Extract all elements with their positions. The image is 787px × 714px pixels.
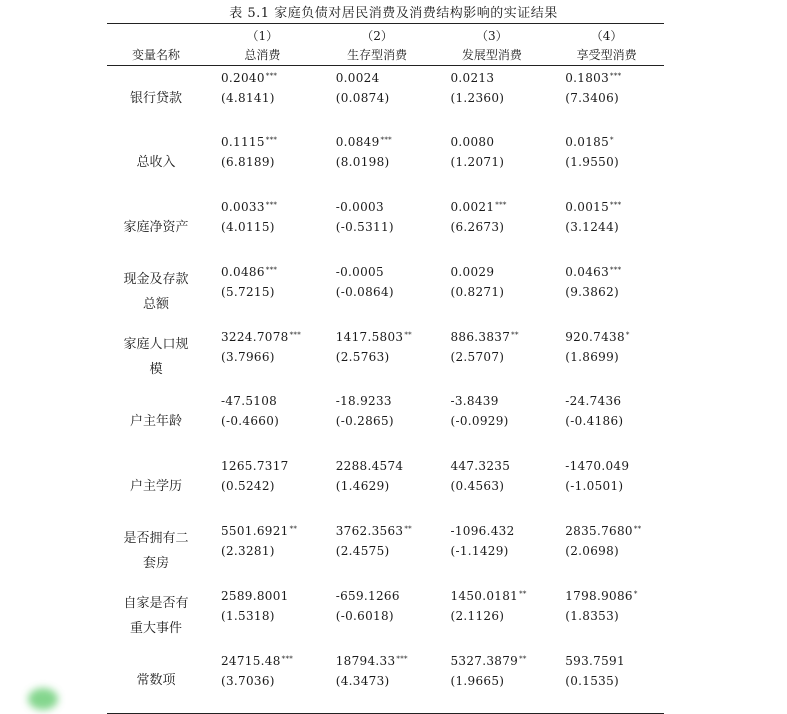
estimate-cell — [205, 649, 320, 714]
t-statistic: (3.1244) — [565, 220, 620, 235]
t-statistic: (-0.0864) — [335, 284, 394, 299]
coefficient-value: -47.5108 — [221, 394, 278, 409]
estimate-cell — [549, 260, 664, 325]
significance-stars: ** — [289, 525, 298, 534]
col-3-name: 发展型消费 — [435, 44, 550, 66]
estimate-cell — [205, 389, 320, 454]
coefficient — [565, 132, 664, 152]
estimate-cell — [549, 454, 664, 519]
table-row — [107, 130, 664, 195]
t-statistic: (3.7966) — [221, 349, 275, 364]
coefficient — [221, 327, 320, 347]
estimate-cell — [549, 130, 664, 195]
significance-stars: *** — [265, 265, 278, 274]
estimate-cell — [205, 130, 320, 195]
coefficient — [336, 262, 435, 282]
col-4-name: 享受型消费 — [549, 44, 664, 66]
t-statistic: (8.0198) — [335, 155, 390, 170]
estimate-cell — [205, 454, 320, 519]
coefficient-value: 593.7591 — [565, 653, 625, 668]
coefficient — [451, 521, 550, 541]
estimate-cell — [320, 454, 435, 519]
coefficient — [565, 327, 664, 347]
coefficient-value: 5501.6921 — [221, 524, 289, 539]
t-statistic: (1.9665) — [450, 673, 505, 688]
coefficient — [221, 132, 320, 152]
table-row — [107, 519, 664, 584]
coefficient-value: 5327.3879 — [450, 653, 519, 668]
estimate-cell — [549, 325, 664, 390]
variable-name-line: 总收入 — [136, 155, 176, 171]
coefficient-value: 3762.3563 — [335, 524, 404, 539]
coefficient — [221, 197, 320, 217]
estimate-cell — [205, 325, 320, 390]
table-row — [107, 260, 664, 325]
significance-stars: ** — [519, 654, 527, 663]
coefficient — [221, 456, 320, 476]
coefficient — [565, 262, 664, 282]
estimate-cell — [205, 66, 320, 131]
variable-name-line: 家庭净资产 — [123, 219, 189, 235]
coefficient-value: 2288.4574 — [335, 459, 404, 474]
variable-name-line: 套房 — [142, 556, 169, 572]
t-statistic: (0.1535) — [565, 673, 620, 688]
t-statistic: (4.0115) — [221, 220, 275, 235]
estimate-cell — [320, 584, 435, 649]
estimate-cell — [205, 260, 320, 325]
coefficient — [221, 521, 320, 541]
t-statistic: (1.2360) — [450, 91, 505, 105]
coefficient-value: 0.0486 — [221, 264, 265, 279]
variable-name — [107, 454, 205, 519]
coefficient-value: 0.1115 — [221, 135, 265, 150]
estimate-cell — [320, 195, 435, 260]
coefficient — [451, 651, 550, 671]
coefficient-value: 1265.7317 — [221, 459, 289, 474]
coefficient — [336, 197, 435, 217]
variable-name — [107, 389, 205, 454]
estimate-cell — [549, 584, 664, 649]
variable-name-line: 家庭人口规 — [123, 337, 189, 353]
coefficient-value: -0.0005 — [335, 264, 384, 279]
table-row — [107, 584, 664, 649]
variable-name-line: 总额 — [142, 297, 169, 313]
t-statistic: (1.2071) — [450, 155, 505, 170]
variable-name — [107, 130, 205, 195]
coefficient — [221, 586, 320, 606]
estimate-cell — [320, 649, 435, 714]
variable-name-line: 重大事件 — [129, 621, 182, 637]
estimate-cell — [435, 130, 550, 195]
t-statistic: (-0.4660) — [221, 414, 280, 429]
t-statistic: (0.5242) — [221, 479, 275, 494]
coefficient-value: 3224.7078 — [221, 329, 289, 344]
coefficient-value: 1450.0181 — [450, 588, 519, 603]
col-2-name: 生存型消费 — [320, 44, 435, 66]
t-statistic: (6.2673) — [450, 220, 505, 235]
estimate-cell — [435, 519, 550, 584]
significance-stars: *** — [396, 654, 408, 663]
coefficient — [451, 262, 550, 282]
t-statistic: (-0.5311) — [335, 220, 394, 235]
estimate-cell — [320, 66, 435, 131]
estimate-cell — [435, 649, 550, 714]
variable-name-header: 变量名称 — [107, 44, 205, 66]
estimate-cell — [320, 325, 435, 390]
green-corner-blob — [28, 688, 58, 710]
variable-name-line: 户主年龄 — [129, 414, 182, 430]
table-header — [107, 24, 664, 66]
t-statistic: (1.5318) — [221, 608, 275, 623]
table-caption: 表 5.1 家庭负债对居民消费及消费结构影响的实证结果 — [229, 6, 558, 21]
variable-name-line: 模 — [149, 362, 163, 378]
significance-stars: *** — [289, 330, 301, 339]
estimate-cell — [549, 649, 664, 714]
table-row — [107, 195, 664, 260]
coefficient — [336, 68, 435, 88]
coefficient — [565, 521, 664, 541]
col-2-number: （2） — [361, 29, 393, 43]
coefficient-value: 0.0015 — [565, 200, 610, 215]
significance-stars: *** — [610, 201, 622, 210]
variable-name-line: 银行贷款 — [129, 90, 182, 106]
t-statistic: (-1.0501) — [565, 479, 624, 494]
table-row — [107, 649, 664, 714]
coefficient-value: 0.0213 — [450, 71, 495, 85]
t-statistic: (2.5707) — [450, 349, 505, 364]
estimate-cell — [435, 454, 550, 519]
estimate-cell — [549, 389, 664, 454]
t-statistic: (0.4563) — [450, 479, 505, 494]
table-row — [107, 325, 664, 390]
significance-stars: *** — [265, 72, 278, 80]
coefficient-value: 18794.33 — [335, 653, 396, 668]
coefficient — [336, 521, 435, 541]
variable-name — [107, 584, 205, 649]
col-1-name: 总消费 — [205, 44, 320, 66]
coefficient — [565, 456, 664, 476]
coefficient-value: 447.3235 — [450, 459, 511, 474]
estimate-cell — [549, 66, 664, 131]
coefficient — [451, 586, 550, 606]
table-row — [107, 454, 664, 519]
coefficient — [336, 327, 435, 347]
coefficient — [221, 651, 320, 671]
coefficient — [565, 586, 664, 606]
significance-stars: * — [625, 330, 630, 339]
variable-name — [107, 195, 205, 260]
coefficient-value: 0.0024 — [335, 71, 380, 85]
t-statistic: (-0.0929) — [450, 414, 509, 429]
variable-name — [107, 66, 205, 131]
significance-stars: ** — [404, 330, 412, 339]
col-4-number: （4） — [590, 29, 623, 43]
coefficient — [565, 651, 664, 671]
coefficient — [221, 391, 320, 411]
coefficient-value: 2835.7680 — [565, 524, 633, 539]
coefficient — [565, 68, 664, 88]
significance-stars: *** — [380, 136, 392, 145]
coefficient — [451, 391, 550, 411]
coefficient-value: 0.0033 — [221, 200, 265, 215]
significance-stars: ** — [511, 330, 519, 339]
t-statistic: (1.8353) — [565, 608, 620, 623]
t-statistic: (6.8189) — [221, 155, 275, 170]
t-statistic: (2.1126) — [450, 608, 505, 623]
t-statistic: (-0.2865) — [335, 414, 394, 429]
coefficient — [221, 262, 320, 282]
table-row — [107, 66, 664, 131]
coefficient-value: 0.2040 — [221, 71, 265, 85]
coefficient — [336, 456, 435, 476]
significance-stars: * — [610, 136, 614, 145]
coefficient — [565, 197, 664, 217]
estimate-cell — [205, 584, 320, 649]
variable-name — [107, 260, 205, 325]
coefficient-value: 886.3837 — [450, 329, 511, 344]
coefficient-value: -659.1266 — [335, 588, 400, 603]
coefficient-value: 0.0463 — [565, 264, 610, 279]
coefficient — [451, 327, 550, 347]
table-body — [107, 66, 664, 714]
t-statistic: (0.8271) — [450, 284, 505, 299]
estimate-cell — [435, 260, 550, 325]
t-statistic: (2.5763) — [335, 349, 390, 364]
t-statistic: (-1.1429) — [450, 544, 509, 559]
coefficient — [451, 456, 550, 476]
estimate-cell — [435, 66, 550, 131]
coefficient — [451, 132, 550, 152]
t-statistic: (0.0874) — [335, 91, 390, 105]
coefficient-value: 2589.8001 — [221, 588, 289, 603]
estimate-cell — [435, 389, 550, 454]
significance-stars: * — [633, 589, 638, 598]
t-statistic: (1.9550) — [565, 155, 620, 170]
significance-stars: *** — [265, 201, 278, 210]
coefficient-value: -0.0003 — [335, 200, 384, 215]
estimate-cell — [320, 519, 435, 584]
variable-name-line: 户主学历 — [129, 479, 182, 495]
estimate-cell — [435, 584, 550, 649]
coefficient-value: 0.0185 — [565, 135, 610, 150]
variable-name — [107, 649, 205, 714]
t-statistic: (-0.6018) — [335, 608, 394, 623]
variable-name-line: 是否拥有二 — [123, 531, 189, 547]
t-statistic: (2.0698) — [565, 544, 620, 559]
coefficient — [451, 68, 550, 88]
estimate-cell — [435, 195, 550, 260]
coefficient — [336, 132, 435, 152]
t-statistic: (2.3281) — [221, 544, 275, 559]
coefficient-value: -1470.049 — [565, 459, 630, 474]
significance-stars: ** — [633, 525, 642, 534]
coefficient-value: 0.0849 — [335, 135, 380, 150]
t-statistic: (1.8699) — [565, 349, 620, 364]
table-row — [107, 389, 664, 454]
coefficient — [565, 391, 664, 411]
variable-name-line: 现金及存款 — [123, 272, 189, 288]
variable-name-line: 常数项 — [136, 673, 176, 689]
significance-stars: *** — [281, 654, 294, 663]
coefficient-value: -1096.432 — [450, 524, 515, 539]
coefficient — [336, 651, 435, 671]
estimate-cell — [549, 519, 664, 584]
coefficient — [336, 586, 435, 606]
coefficient-value: -24.7436 — [565, 394, 622, 409]
coefficient — [221, 68, 320, 88]
significance-stars: *** — [610, 72, 622, 80]
t-statistic: (4.8141) — [221, 91, 275, 105]
coefficient — [336, 391, 435, 411]
estimate-cell — [549, 195, 664, 260]
estimate-cell — [205, 195, 320, 260]
estimate-cell — [435, 325, 550, 390]
coefficient-value: -18.9233 — [335, 394, 392, 409]
col-3-number: （3） — [476, 29, 508, 43]
col-1-number: （1） — [246, 29, 279, 43]
significance-stars: *** — [495, 201, 507, 210]
t-statistic: (3.7036) — [221, 673, 275, 688]
coefficient-value: 920.7438 — [565, 329, 625, 344]
variable-name — [107, 519, 205, 584]
t-statistic: (1.4629) — [335, 479, 390, 494]
coefficient-value: 0.0029 — [450, 264, 495, 279]
variable-name — [107, 325, 205, 390]
coefficient-value: 24715.48 — [221, 653, 281, 668]
coefficient-value: -3.8439 — [450, 394, 499, 409]
significance-stars: ** — [519, 589, 527, 598]
t-statistic: (4.3473) — [335, 673, 390, 688]
t-statistic: (2.4575) — [335, 544, 390, 559]
coefficient-value: 0.0021 — [450, 200, 495, 215]
coefficient-value: 0.1803 — [565, 71, 610, 85]
t-statistic: (7.3406) — [565, 91, 620, 105]
estimate-cell — [205, 519, 320, 584]
estimate-cell — [320, 130, 435, 195]
t-statistic: (5.7215) — [221, 284, 275, 299]
coefficient-value: 1798.9086 — [565, 588, 633, 603]
significance-stars: *** — [265, 136, 278, 145]
t-statistic: (-0.4186) — [565, 414, 624, 429]
coefficient-value: 1417.5803 — [335, 329, 404, 344]
t-statistic: (9.3862) — [565, 284, 620, 299]
coefficient-value: 0.0080 — [450, 135, 495, 150]
significance-stars: *** — [610, 265, 622, 274]
significance-stars: ** — [404, 525, 412, 534]
regression-table — [107, 23, 664, 714]
estimate-cell — [320, 389, 435, 454]
estimate-cell — [320, 260, 435, 325]
variable-name-line: 自家是否有 — [123, 596, 189, 612]
coefficient — [451, 197, 550, 217]
